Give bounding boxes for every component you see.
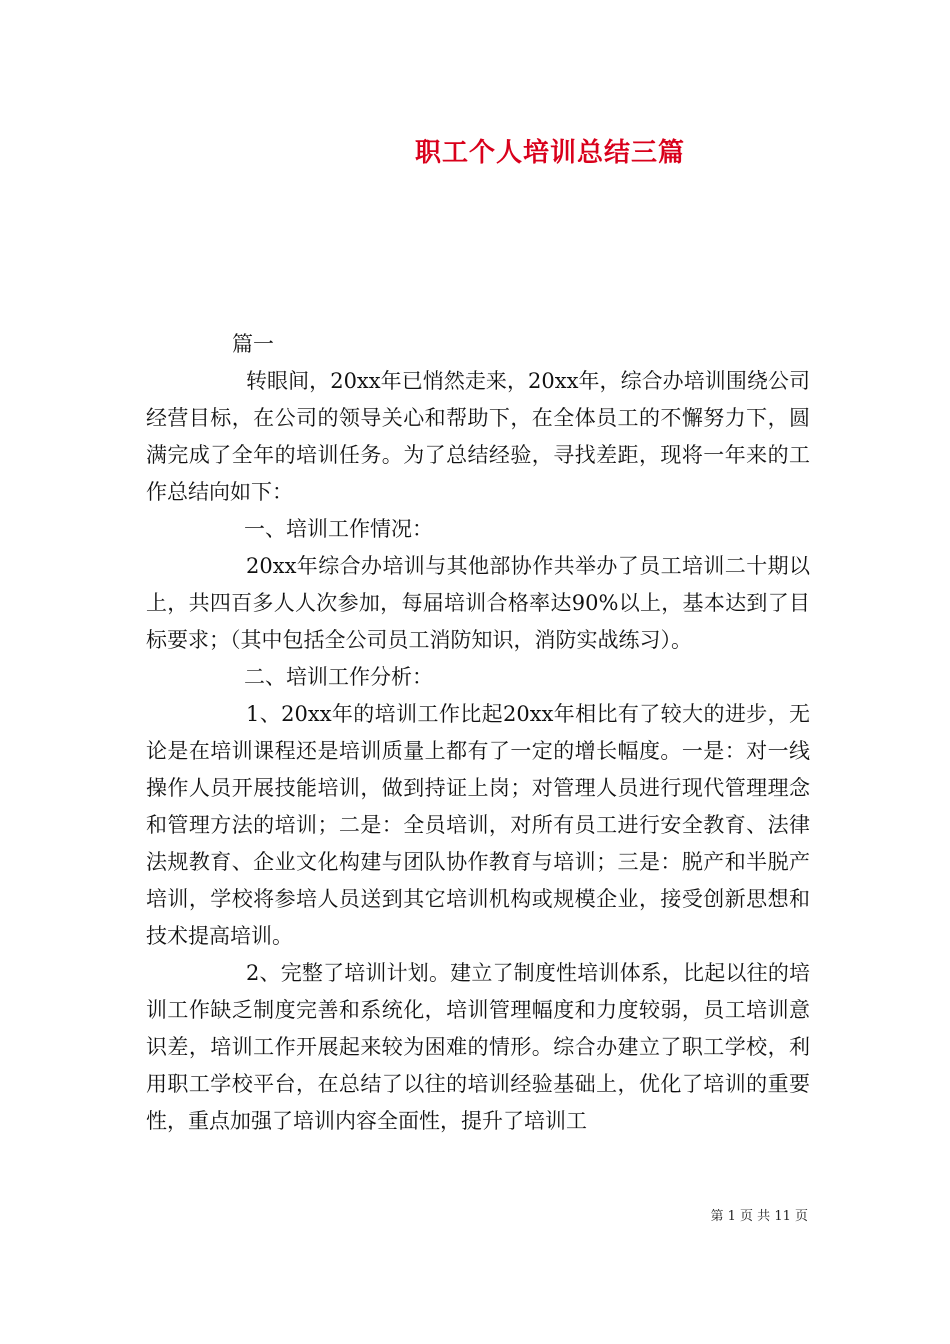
document-body	[146, 326, 810, 1140]
document-title: 职工个人培训总结三篇	[414, 138, 685, 168]
part-label: 篇一	[232, 332, 274, 356]
page-number: 第 1 页 共 11 页	[710, 1209, 808, 1224]
section-heading-2: 二、培训工作分析：	[244, 665, 433, 689]
section-heading-1: 一、培训工作情况：	[244, 517, 433, 541]
paragraph-training-overview: 20xx年综合办培训与其他部协作共举办了员工培训二十期以上，共四百多人人次参加，每届培训合格率达90%以上，基本达到了目标要求；（其中包括全公司员工消防知识，消防实战练习）。	[146, 554, 810, 652]
intro-paragraph: 转眼间，20xx年已悄然走来，20xx年，综合办培训围绕公司经营目标，在公司的领导关心和帮助下，在全体员工的不懈努力下，圆满完成了全年的培训任务。为了总结经验，寻找差距，现将一年来的工作总结向如下：	[146, 369, 810, 504]
paragraph-analysis-1: 1、20xx年的培训工作比起20xx年相比有了较大的进步，无论是在培训课程还是培训质量上都有了一定的增长幅度。一是：对一线操作人员开展技能培训，做到持证上岗；对管理人员进行现代管理理念和管理方法的培训；二是：全员培训，对所有员工进行安全教育、法律法规教育、企业文化构建与团队协作教育与培训；三是：脱产和半脱产培训，学校将参培人员送到其它培训机构或规模企业，接受创新思想和技术提高培训。	[146, 702, 810, 948]
paragraph-analysis-2: 2、完整了培训计划。建立了制度性培训体系，比起以往的培训工作缺乏制度完善和系统化，培训管理幅度和力度较弱，员工培训意识差，培训工作开展起来较为困难的情形。综合办建立了职工学校，利用职工学校平台，在总结了以往的培训经验基础上，优化了培训的重要性，重点加强了培训内容全面性，提升了培训工	[146, 961, 810, 1133]
